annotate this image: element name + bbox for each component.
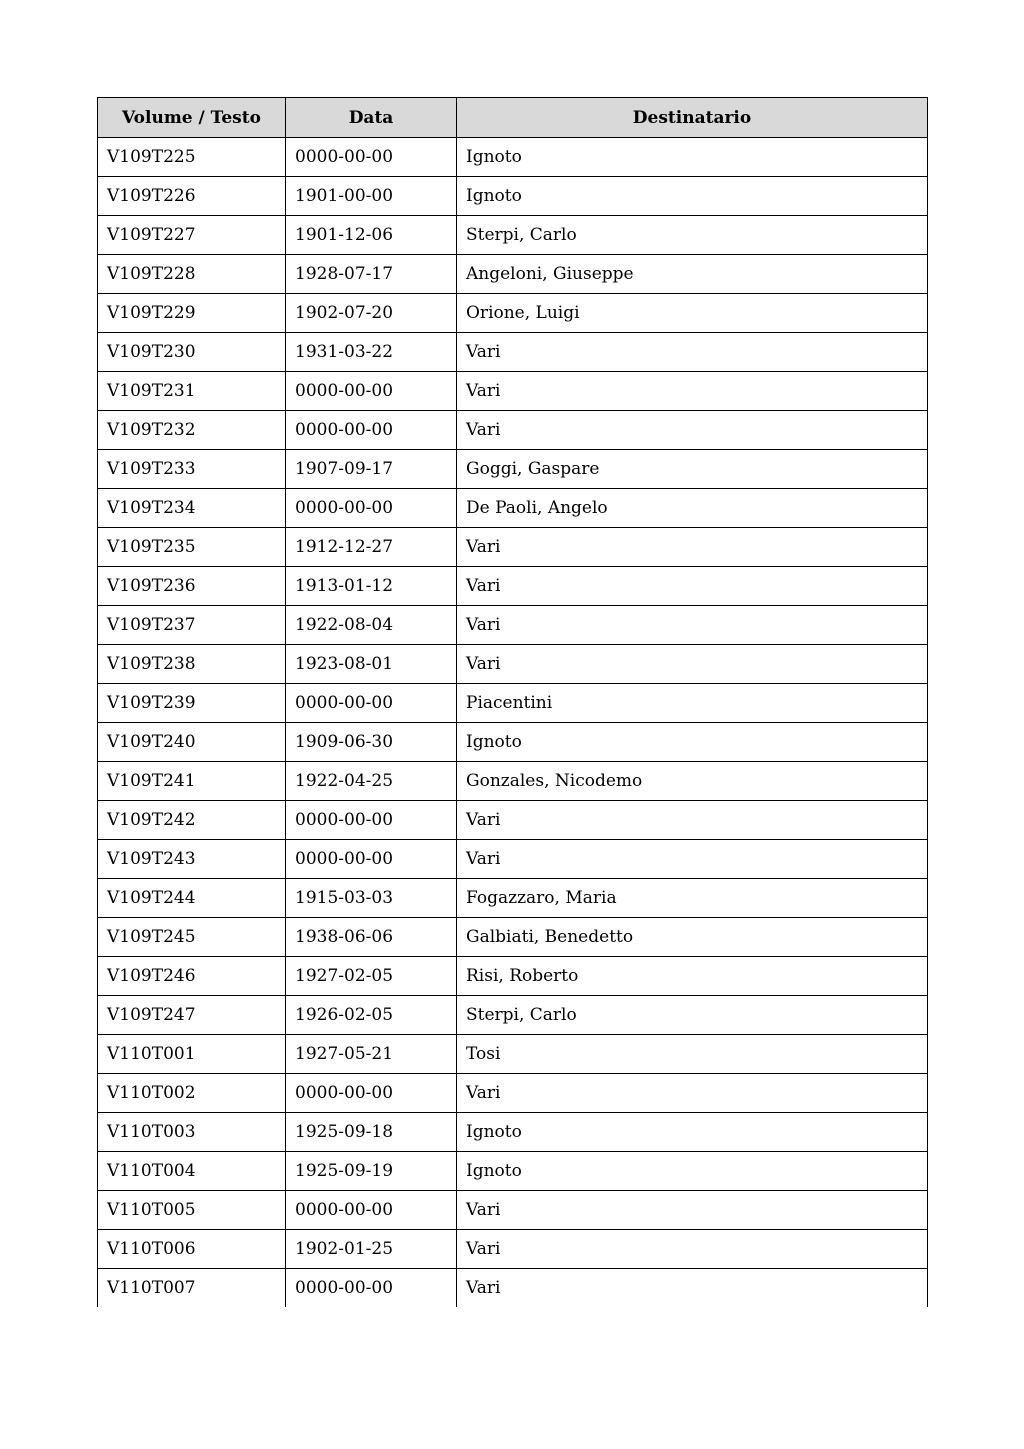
volume-testo-cell: V109T239 [98,684,286,723]
volume-testo-cell: V110T003 [98,1113,286,1152]
destinatario-cell: Sterpi, Carlo [457,996,928,1035]
table-row [98,1035,928,1074]
destinatario-cell: Sterpi, Carlo [457,216,928,255]
table-row [98,216,928,255]
table-row [98,996,928,1035]
table-row [98,840,928,879]
table-row [98,684,928,723]
destinatario-cell: Ignoto [457,177,928,216]
table-row [98,372,928,411]
data-cell: 0000-00-00 [286,138,457,177]
table-body [98,138,928,1308]
volume-testo-cell: V109T245 [98,918,286,957]
volume-testo-cell: V109T227 [98,216,286,255]
volume-testo-cell: V109T233 [98,450,286,489]
volume-testo-cell: V110T006 [98,1230,286,1269]
data-cell: 1927-02-05 [286,957,457,996]
destinatario-cell: Gonzales, Nicodemo [457,762,928,801]
destinatario-cell: Vari [457,645,928,684]
table-row [98,567,928,606]
data-cell: 0000-00-00 [286,684,457,723]
data-cell: 1925-09-18 [286,1113,457,1152]
volume-testo-cell: V109T242 [98,801,286,840]
header-data: Data [286,98,457,138]
volume-testo-cell: V109T238 [98,645,286,684]
destinatario-cell: Tosi [457,1035,928,1074]
data-cell: 0000-00-00 [286,1191,457,1230]
data-cell: 0000-00-00 [286,1269,457,1308]
data-cell: 1909-06-30 [286,723,457,762]
volume-testo-cell: V109T236 [98,567,286,606]
table-row [98,1152,928,1191]
destinatario-cell: Vari [457,801,928,840]
data-cell: 1928-07-17 [286,255,457,294]
data-cell: 1931-03-22 [286,333,457,372]
data-cell: 1923-08-01 [286,645,457,684]
destinatario-cell: Galbiati, Benedetto [457,918,928,957]
volume-testo-cell: V109T241 [98,762,286,801]
data-cell: 1925-09-19 [286,1152,457,1191]
table-row [98,450,928,489]
volume-testo-cell: V109T240 [98,723,286,762]
table-row [98,255,928,294]
data-cell: 1926-02-05 [286,996,457,1035]
table-row [98,723,928,762]
volume-testo-cell: V110T004 [98,1152,286,1191]
table-row [98,411,928,450]
destinatario-cell: Vari [457,333,928,372]
data-cell: 0000-00-00 [286,801,457,840]
destinatario-cell: Ignoto [457,1113,928,1152]
volume-testo-cell: V109T226 [98,177,286,216]
volume-testo-cell: V109T225 [98,138,286,177]
table-row [98,1191,928,1230]
volume-testo-cell: V109T234 [98,489,286,528]
header-row [98,98,928,138]
table-row [98,177,928,216]
destinatario-cell: Goggi, Gaspare [457,450,928,489]
destinatario-cell: Vari [457,411,928,450]
destinatario-cell: Vari [457,606,928,645]
table-row [98,918,928,957]
data-cell: 1912-12-27 [286,528,457,567]
volume-testo-cell: V109T232 [98,411,286,450]
destinatario-cell: Vari [457,1191,928,1230]
volume-testo-cell: V109T244 [98,879,286,918]
volume-testo-cell: V109T246 [98,957,286,996]
destinatario-cell: De Paoli, Angelo [457,489,928,528]
table-row [98,762,928,801]
table-row [98,333,928,372]
volume-testo-cell: V109T231 [98,372,286,411]
data-cell: 0000-00-00 [286,489,457,528]
table-header [98,98,928,138]
data-cell: 1938-06-06 [286,918,457,957]
destinatario-cell: Fogazzaro, Maria [457,879,928,918]
data-cell: 1913-01-12 [286,567,457,606]
table-row [98,489,928,528]
table-row [98,1074,928,1113]
volume-testo-cell: V109T243 [98,840,286,879]
table-row [98,801,928,840]
table-row [98,138,928,177]
header-volume-testo: Volume / Testo [98,98,286,138]
data-cell: 1902-01-25 [286,1230,457,1269]
table-row [98,528,928,567]
destinatario-cell: Vari [457,1074,928,1113]
destinatario-cell: Vari [457,1230,928,1269]
data-cell: 1927-05-21 [286,1035,457,1074]
table-row [98,1230,928,1269]
data-cell: 1902-07-20 [286,294,457,333]
header-destinatario: Destinatario [457,98,928,138]
destinatario-cell: Ignoto [457,1152,928,1191]
destinatario-cell: Vari [457,372,928,411]
table-row [98,1113,928,1152]
volume-testo-cell: V109T235 [98,528,286,567]
data-cell: 1922-04-25 [286,762,457,801]
volume-testo-cell: V110T002 [98,1074,286,1113]
destinatario-cell: Piacentini [457,684,928,723]
volume-testo-cell: V109T228 [98,255,286,294]
table-row [98,1269,928,1308]
volume-testo-cell: V109T230 [98,333,286,372]
data-cell: 1915-03-03 [286,879,457,918]
volume-testo-cell: V110T005 [98,1191,286,1230]
destinatario-cell: Risi, Roberto [457,957,928,996]
destinatario-cell: Ignoto [457,138,928,177]
destinatario-cell: Orione, Luigi [457,294,928,333]
destinatario-cell: Vari [457,567,928,606]
destinatario-cell: Ignoto [457,723,928,762]
volume-testo-cell: V110T007 [98,1269,286,1308]
data-cell: 0000-00-00 [286,1074,457,1113]
volume-testo-cell: V109T247 [98,996,286,1035]
data-cell: 1922-08-04 [286,606,457,645]
data-cell: 0000-00-00 [286,411,457,450]
data-cell: 1901-12-06 [286,216,457,255]
data-cell: 1901-00-00 [286,177,457,216]
volume-testo-cell: V110T001 [98,1035,286,1074]
destinatario-cell: Vari [457,1269,928,1308]
table-row [98,957,928,996]
data-cell: 0000-00-00 [286,840,457,879]
volume-testo-cell: V109T229 [98,294,286,333]
destinatario-cell: Vari [457,528,928,567]
letters-table [97,97,928,1307]
table-row [98,294,928,333]
volume-testo-cell: V109T237 [98,606,286,645]
data-cell: 1907-09-17 [286,450,457,489]
destinatario-cell: Angeloni, Giuseppe [457,255,928,294]
table-row [98,606,928,645]
destinatario-cell: Vari [457,840,928,879]
table-row [98,645,928,684]
data-cell: 0000-00-00 [286,372,457,411]
table-row [98,879,928,918]
